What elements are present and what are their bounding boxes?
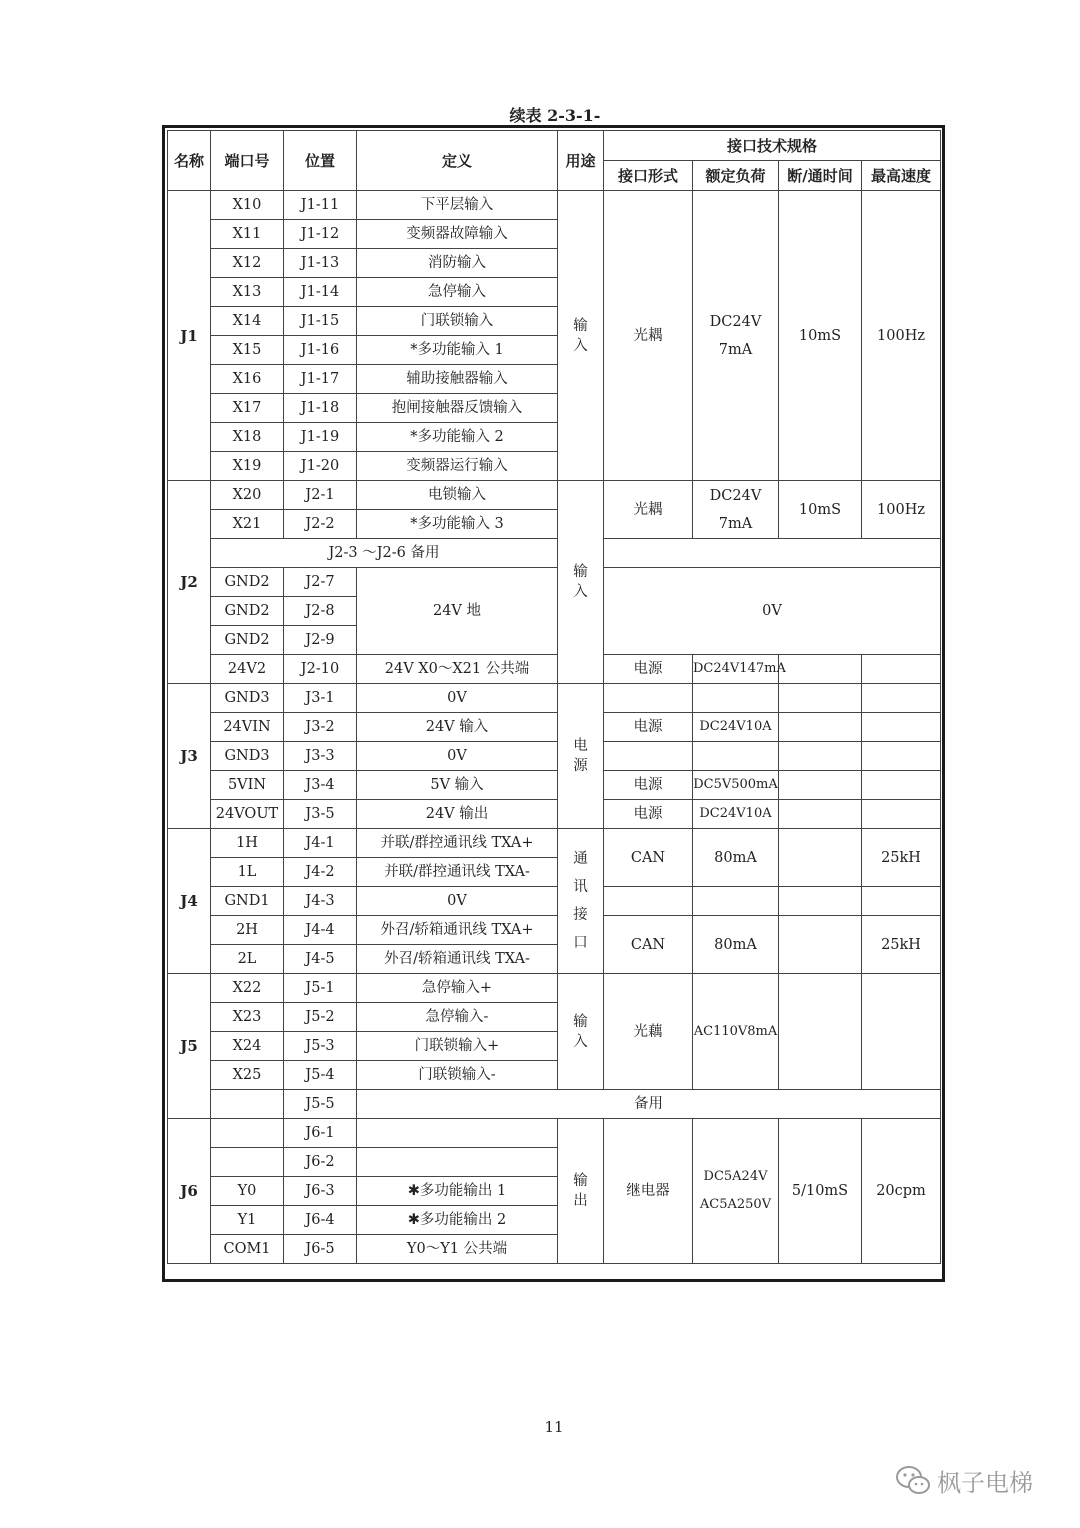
position-cell: J2-7	[284, 568, 357, 597]
port-cell: X12	[211, 249, 284, 278]
load-line-2: 7mA	[718, 341, 753, 358]
header-spec-group: 接口技术规格	[604, 131, 941, 161]
position-cell: J6-5	[284, 1235, 357, 1264]
port-cell: 5VIN	[211, 771, 284, 800]
position-cell: J5-1	[284, 974, 357, 1003]
empty-cell	[862, 742, 941, 771]
definition-cell: *多功能输入 2	[357, 423, 558, 452]
time-j1: 10mS	[779, 191, 862, 481]
form-cell: 电源	[604, 771, 693, 800]
definition-cell: 24V 输入	[357, 713, 558, 742]
position-cell: J1-19	[284, 423, 357, 452]
position-cell: J4-2	[284, 858, 357, 887]
port-cell: X11	[211, 220, 284, 249]
header-form: 接口形式	[604, 161, 693, 191]
form-j2: 光耦	[604, 481, 693, 539]
header-definition: 定义	[357, 131, 558, 191]
position-cell: J1-13	[284, 249, 357, 278]
position-cell: J5-3	[284, 1032, 357, 1061]
port-cell: 2L	[211, 945, 284, 974]
empty-cell	[779, 771, 862, 800]
usage-j5	[558, 974, 604, 1090]
form-j6: 继电器	[604, 1119, 693, 1264]
time-j2: 10mS	[779, 481, 862, 539]
empty-cell	[604, 887, 693, 916]
port-cell: GND2	[211, 597, 284, 626]
definition-cell: 0V	[357, 684, 558, 713]
speed-j4-b: 25kH	[862, 916, 941, 974]
load-cell: DC5V500mA	[693, 771, 779, 800]
definition-cell: 并联/群控通讯线 TXA+	[357, 829, 558, 858]
definition-cell: 并联/群控通讯线 TXA-	[357, 858, 558, 887]
speed-j1: 100Hz	[862, 191, 941, 481]
definition-cell: 消防输入	[357, 249, 558, 278]
load-line-1: DC24V	[709, 487, 762, 504]
port-cell: 1L	[211, 858, 284, 887]
usage-text: 通讯接口	[573, 851, 588, 951]
form-cell: 电源	[604, 655, 693, 684]
port-cell: X18	[211, 423, 284, 452]
group-name-j1: J1	[168, 191, 211, 481]
interface-spec-table	[167, 130, 941, 1264]
header-switch-time: 断/通时间	[779, 161, 862, 191]
position-cell: J6-1	[284, 1119, 357, 1148]
load-line-1: DC5A24V	[703, 1169, 768, 1184]
definition-cell: 24V X0～X21 公共端	[357, 655, 558, 684]
definition-cell: *多功能输入 1	[357, 336, 558, 365]
definition-cell: 急停输入+	[357, 974, 558, 1003]
page-number: 11	[544, 1418, 564, 1436]
port-cell: 2H	[211, 916, 284, 945]
position-cell: J1-16	[284, 336, 357, 365]
port-cell: X15	[211, 336, 284, 365]
port-cell: GND3	[211, 742, 284, 771]
port-cell	[211, 1148, 284, 1177]
usage-text: 电源	[573, 738, 588, 774]
definition-cell: 0V	[357, 887, 558, 916]
port-cell	[211, 1119, 284, 1148]
position-cell: J5-5	[284, 1090, 357, 1119]
port-cell: X13	[211, 278, 284, 307]
form-cell	[604, 742, 693, 771]
port-cell: X10	[211, 191, 284, 220]
definition-cell: 急停输入	[357, 278, 558, 307]
table-caption: 续表 2-3-1-	[509, 106, 601, 125]
position-cell: J2-1	[284, 481, 357, 510]
empty-cell	[862, 655, 941, 684]
empty-cell	[862, 713, 941, 742]
definition-cell: *多功能输入 3	[357, 510, 558, 539]
empty-cell	[862, 771, 941, 800]
empty-cell	[862, 800, 941, 829]
form-j5: 光藕	[604, 974, 693, 1090]
watermark	[895, 1462, 1033, 1498]
empty-cell	[779, 655, 862, 684]
usage-text: 输入	[573, 1013, 588, 1050]
port-cell: GND1	[211, 887, 284, 916]
form-j1: 光耦	[604, 191, 693, 481]
usage-j3	[558, 684, 604, 829]
wechat-icon	[895, 1464, 931, 1496]
position-cell: J3-2	[284, 713, 357, 742]
gnd-definition-cell: 24V 地	[357, 568, 558, 655]
empty-cell	[779, 974, 862, 1090]
port-cell: X24	[211, 1032, 284, 1061]
empty-cell	[779, 887, 862, 916]
definition-cell: 抱闸接触器反馈输入	[357, 394, 558, 423]
load-j2	[693, 481, 779, 539]
load-j4-a: 80mA	[693, 829, 779, 887]
form-cell: 电源	[604, 800, 693, 829]
position-cell: J4-5	[284, 945, 357, 974]
position-cell: J6-3	[284, 1177, 357, 1206]
definition-cell: ✱多功能输出 1	[357, 1177, 558, 1206]
usage-text: 输入	[573, 564, 588, 600]
port-cell: 1H	[211, 829, 284, 858]
load-j1	[693, 191, 779, 481]
position-cell: J4-1	[284, 829, 357, 858]
empty-cell	[779, 829, 862, 887]
position-cell: J6-2	[284, 1148, 357, 1177]
position-cell: J1-15	[284, 307, 357, 336]
position-cell: J1-11	[284, 191, 357, 220]
header-port: 端口号	[211, 131, 284, 191]
header-usage: 用途	[558, 131, 604, 191]
group-name-j5: J5	[168, 974, 211, 1119]
group-name-j2: J2	[168, 481, 211, 684]
port-cell: GND2	[211, 626, 284, 655]
watermark-text: 枫子电梯	[937, 1468, 1033, 1497]
port-cell: 24V2	[211, 655, 284, 684]
load-cell	[693, 684, 779, 713]
port-cell: X14	[211, 307, 284, 336]
position-cell: J3-5	[284, 800, 357, 829]
group-name-j3: J3	[168, 684, 211, 829]
zero-volt-cell: 0V	[604, 568, 941, 655]
form-j4-a: CAN	[604, 829, 693, 887]
speed-j4-a: 25kH	[862, 829, 941, 887]
definition-cell: 电锁输入	[357, 481, 558, 510]
empty-cell	[779, 800, 862, 829]
usage-j2	[558, 481, 604, 684]
load-line-2: 7mA	[718, 515, 753, 532]
position-cell: J1-12	[284, 220, 357, 249]
form-j4-b: CAN	[604, 916, 693, 974]
definition-cell: 下平层输入	[357, 191, 558, 220]
load-line-2: AC5A250V	[699, 1197, 772, 1212]
position-cell: J1-17	[284, 365, 357, 394]
position-cell: J5-2	[284, 1003, 357, 1032]
port-cell: GND3	[211, 684, 284, 713]
reserve-cell: J2-3 ～J2-6 备用	[211, 539, 558, 568]
position-cell: J1-14	[284, 278, 357, 307]
form-cell: 电源	[604, 713, 693, 742]
position-cell: J5-4	[284, 1061, 357, 1090]
port-cell	[211, 1090, 284, 1119]
time-j6: 5/10mS	[779, 1119, 862, 1264]
port-cell: X20	[211, 481, 284, 510]
position-cell: J3-4	[284, 771, 357, 800]
empty-cell	[862, 974, 941, 1090]
port-cell: 24VOUT	[211, 800, 284, 829]
port-cell: COM1	[211, 1235, 284, 1264]
definition-cell: 5V 输入	[357, 771, 558, 800]
definition-cell: ✱多功能输出 2	[357, 1206, 558, 1235]
port-cell: X16	[211, 365, 284, 394]
load-j4-b: 80mA	[693, 916, 779, 974]
load-cell	[693, 742, 779, 771]
empty-cell	[779, 713, 862, 742]
usage-text: 输出	[573, 1173, 588, 1209]
port-cell: Y0	[211, 1177, 284, 1206]
load-j6	[693, 1119, 779, 1264]
usage-j4	[558, 829, 604, 974]
port-cell: X22	[211, 974, 284, 1003]
position-cell: J1-20	[284, 452, 357, 481]
group-name-j6: J6	[168, 1119, 211, 1264]
position-cell: J3-1	[284, 684, 357, 713]
empty-spec-cell	[604, 539, 941, 568]
position-cell: J1-18	[284, 394, 357, 423]
group-name-j4: J4	[168, 829, 211, 974]
header-load: 额定负荷	[693, 161, 779, 191]
load-cell: DC24V10A	[693, 713, 779, 742]
port-cell: 24VIN	[211, 713, 284, 742]
definition-cell: 辅助接触器输入	[357, 365, 558, 394]
port-cell: X25	[211, 1061, 284, 1090]
definition-cell	[357, 1148, 558, 1177]
usage-j6	[558, 1119, 604, 1264]
position-cell: J4-4	[284, 916, 357, 945]
empty-cell	[862, 684, 941, 713]
definition-cell: 门联锁输入+	[357, 1032, 558, 1061]
definition-cell	[357, 1119, 558, 1148]
header-position: 位置	[284, 131, 357, 191]
definition-cell: 门联锁输入-	[357, 1061, 558, 1090]
definition-cell: 变频器故障输入	[357, 220, 558, 249]
empty-cell	[693, 887, 779, 916]
position-cell: J3-3	[284, 742, 357, 771]
position-cell: J2-2	[284, 510, 357, 539]
definition-cell: 24V 输出	[357, 800, 558, 829]
definition-cell: 外召/轿箱通讯线 TXA+	[357, 916, 558, 945]
load-cell: DC24V147mA	[693, 655, 779, 684]
definition-cell: 急停输入-	[357, 1003, 558, 1032]
empty-cell	[779, 742, 862, 771]
position-cell: J4-3	[284, 887, 357, 916]
position-cell: J2-10	[284, 655, 357, 684]
empty-cell	[779, 684, 862, 713]
header-name: 名称	[168, 131, 211, 191]
definition-cell: 外召/轿箱通讯线 TXA-	[357, 945, 558, 974]
usage-j1	[558, 191, 604, 481]
definition-cell: 门联锁输入	[357, 307, 558, 336]
port-cell: X21	[211, 510, 284, 539]
reserve-cell: 备用	[357, 1090, 941, 1119]
speed-j2: 100Hz	[862, 481, 941, 539]
port-cell: X23	[211, 1003, 284, 1032]
load-line-1: DC24V	[709, 313, 762, 330]
position-cell: J2-8	[284, 597, 357, 626]
usage-text: 输入	[573, 317, 588, 354]
header-max-speed: 最高速度	[862, 161, 941, 191]
empty-cell	[862, 887, 941, 916]
port-cell: X17	[211, 394, 284, 423]
position-cell: J2-9	[284, 626, 357, 655]
port-cell: GND2	[211, 568, 284, 597]
spec-table-frame	[162, 125, 945, 1282]
form-cell	[604, 684, 693, 713]
port-cell: X19	[211, 452, 284, 481]
speed-j6: 20cpm	[862, 1119, 941, 1264]
definition-cell: 变频器运行输入	[357, 452, 558, 481]
position-cell: J6-4	[284, 1206, 357, 1235]
port-cell: Y1	[211, 1206, 284, 1235]
load-j5: AC110V8mA	[693, 974, 779, 1090]
definition-cell: Y0～Y1 公共端	[357, 1235, 558, 1264]
load-cell: DC24V10A	[693, 800, 779, 829]
empty-cell	[779, 916, 862, 974]
definition-cell: 0V	[357, 742, 558, 771]
